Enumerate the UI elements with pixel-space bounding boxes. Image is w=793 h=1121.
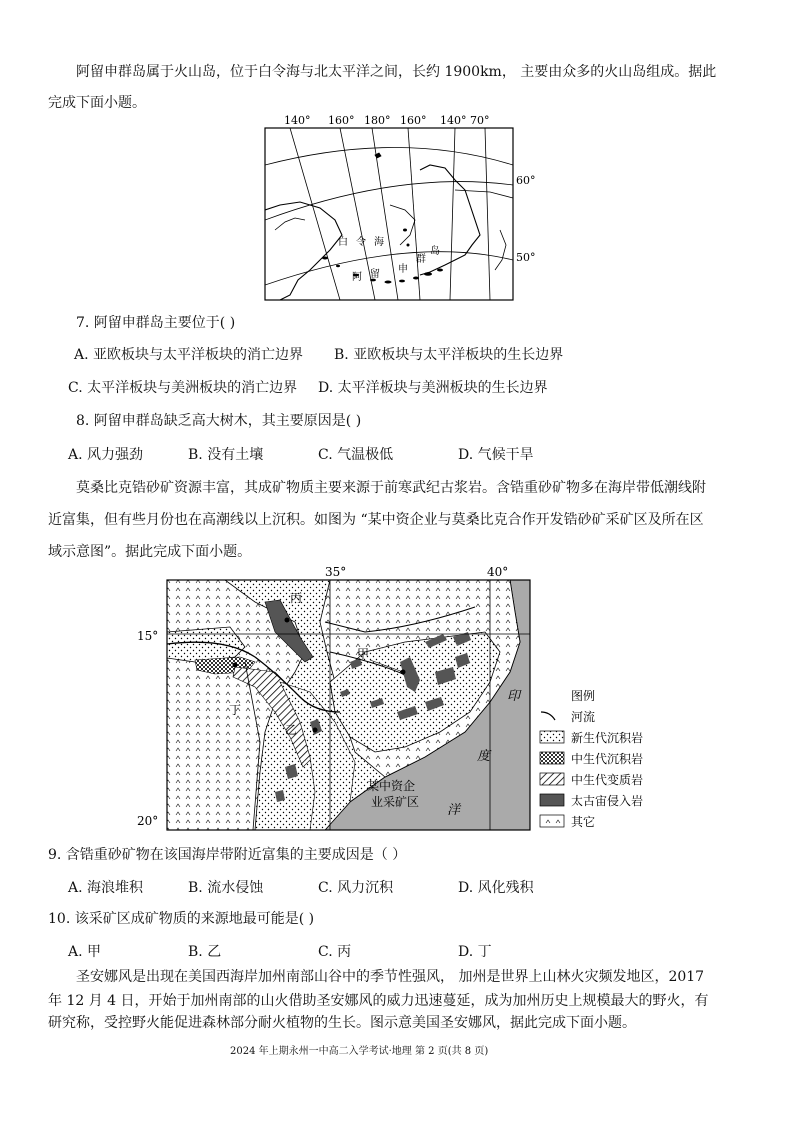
q8-option-a[interactable]: A. 风力强劲 xyxy=(68,447,144,463)
intro3-line1: 圣安娜风是出现在美国西海岸加州南部山谷中的季节性强风， 加州是世界上山林火灾频发地区，2017 xyxy=(76,969,705,985)
lat-label: 60° xyxy=(516,174,536,187)
intro2-line3: 域示意图”。据此完成下面小题。 xyxy=(48,544,252,560)
legend-item: 太古宙侵入岩 xyxy=(571,794,644,808)
q9-option-c[interactable]: C. 风力沉积 xyxy=(318,880,394,896)
legend-title: 图例 xyxy=(571,689,596,703)
lon-label: 140° 70° xyxy=(440,114,490,127)
q7-option-a[interactable]: A. 亚欧板块与太平洋板块的消亡边界 xyxy=(74,347,304,363)
q8-option-c[interactable]: C. 气温极低 xyxy=(318,447,394,463)
point-ding xyxy=(233,663,238,668)
aleutian-map xyxy=(250,110,550,310)
q7-option-d[interactable]: D. 太平洋板块与美洲板块的生长边界 xyxy=(318,380,548,396)
intro1-line2: 完成下面小题。 xyxy=(48,95,146,111)
ocean-label: 洋 xyxy=(447,803,461,818)
islands-label: 留 xyxy=(370,269,380,280)
q7-option-c[interactable]: C. 太平洋板块与美洲板块的消亡边界 xyxy=(68,380,298,396)
sea-label: 白 xyxy=(338,237,348,248)
new-sediment-w xyxy=(167,627,245,662)
intro1-line1: 阿留申群岛属于火山岛，位于白令海与北太平洋之间，长约 1900km， 主要由众多的火山岛组成。据此 xyxy=(76,64,717,80)
legend-item: 新生代沉积岩 xyxy=(571,731,644,745)
q10-stem: 10. 该采矿区成矿物质的来源地最可能是( ) xyxy=(48,911,315,927)
intro2-line1: 莫桑比克锆砂矿资源丰富，其成矿物质主要来源于前寒武纪古浆岩。含锆重砂矿物多在海岸带低潮线附 xyxy=(76,480,706,496)
q10-option-a[interactable]: A. 甲 xyxy=(68,944,102,960)
lon-label: 160° xyxy=(400,114,427,127)
lat-label: 20° xyxy=(137,814,159,828)
legend-river-icon xyxy=(541,712,555,720)
islands-label: 阿 xyxy=(352,272,362,283)
point-label-jia: 甲 xyxy=(357,647,370,661)
legend-item: 中生代变质岩 xyxy=(571,773,644,787)
legend xyxy=(540,688,643,829)
q8-option-d[interactable]: D. 气候干旱 xyxy=(458,447,534,463)
lat-label: 15° xyxy=(137,629,159,643)
q7-option-b[interactable]: B. 亚欧板块与太平洋板块的生长边界 xyxy=(334,347,564,363)
lon-label: 180° xyxy=(364,114,391,127)
q9-stem: 9. 含锆重砂矿物在该国海岸带附近富集的主要成因是（ ） xyxy=(48,847,407,863)
sea-label: 令 xyxy=(356,237,366,248)
point-bing xyxy=(285,618,290,623)
lon-label: 160° xyxy=(328,114,355,127)
intro3-line2: 年 12 月 4 日，开始于加州南部的山火借助圣安娜风的威力迅速蔓延，成为加州历史上规模最大的野火，有 xyxy=(48,993,709,1009)
legend-item: 中生代沉积岩 xyxy=(571,752,644,766)
legend-item: 河流 xyxy=(571,710,596,724)
q9-option-a[interactable]: A. 海浪堆积 xyxy=(68,880,144,896)
lat-label: 50° xyxy=(516,251,536,264)
sea-label: 海 xyxy=(374,237,384,248)
q8-option-b[interactable]: B. 没有土壤 xyxy=(188,447,264,463)
intro2-line2: 近富集，但有些月份也在高潮线以上沉积。如图为 “某中资企业与莫桑比克合作开发锆砂矿采矿区及所在区 xyxy=(48,512,704,528)
islands-label: 岛 xyxy=(430,246,440,257)
q9-option-d[interactable]: D. 风化残积 xyxy=(458,880,534,896)
q10-option-d[interactable]: D. 丁 xyxy=(458,944,492,960)
mozambique-map xyxy=(135,562,675,834)
q10-option-b[interactable]: B. 乙 xyxy=(188,944,222,960)
ocean-label: 印 xyxy=(507,689,521,704)
point-yi xyxy=(313,728,318,733)
intro3-line3: 研究称，受控野火能促进森林部分耐火植物的生长。图示意美国圣安娜风，据此完成下面小题。 xyxy=(48,1015,636,1031)
legend-item: 其它 xyxy=(571,815,596,829)
point-label-bing: 丙 xyxy=(290,591,303,605)
islands-label: 群 xyxy=(416,254,426,265)
page-footer: 2024 年上期永州一中高二入学考试·地理 第 2 页(共 8 页) xyxy=(230,1046,489,1057)
q7-stem: 7. 阿留申群岛主要位于( ) xyxy=(76,315,236,331)
point-label-yi: 乙 xyxy=(285,723,298,737)
lon-label: 140° xyxy=(284,114,311,127)
q8-stem: 8. 阿留申群岛缺乏高大树木，其主要原因是( ) xyxy=(76,413,362,429)
ocean-label: 度 xyxy=(477,749,491,764)
islands-label: 申 xyxy=(398,264,408,275)
map1-frame xyxy=(265,128,513,300)
mine-label: 业采矿区 xyxy=(371,795,420,809)
lon-label: 35° xyxy=(325,565,347,579)
point-label-ding: 丁 xyxy=(229,703,242,717)
mine-label: 某中资企 xyxy=(367,779,416,793)
q9-option-b[interactable]: B. 流水侵蚀 xyxy=(188,880,264,896)
q10-option-c[interactable]: C. 丙 xyxy=(318,944,352,960)
lon-label: 40° xyxy=(487,565,509,579)
